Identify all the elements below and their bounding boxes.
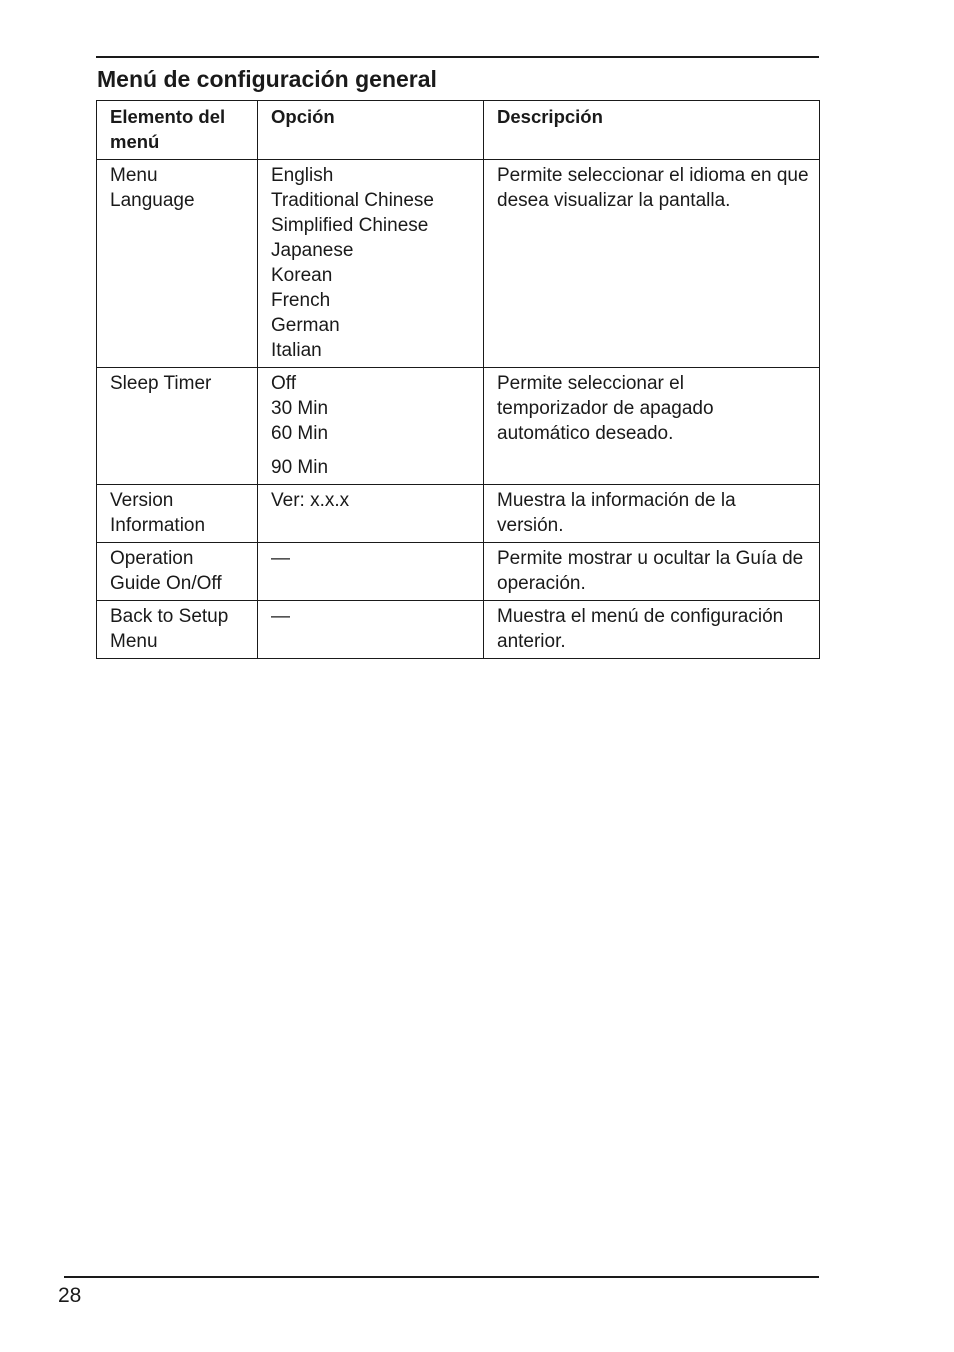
table-row: [97, 485, 820, 543]
page-number: 28: [58, 1284, 82, 1307]
option-value: Italian: [271, 340, 322, 361]
header-menu-item: Elemento del menú: [97, 101, 258, 160]
row-description: Permite mostrar u ocultar la Guía de operación.: [484, 543, 820, 601]
option-value: 60 Min: [271, 423, 329, 444]
row-options: [258, 601, 484, 659]
option-value: German: [271, 315, 340, 336]
row-item: Sleep Timer: [97, 368, 258, 485]
row-item: Operation Guide On/Off: [97, 543, 258, 601]
row-options: [258, 368, 484, 485]
row-description: Muestra la información de la versión.: [484, 485, 820, 543]
option-value: Japanese: [271, 240, 354, 261]
option-value: 90 Min: [271, 457, 329, 478]
menu-item-label: Menu Language: [110, 165, 195, 211]
table-row: [97, 160, 820, 368]
row-item: Version Information: [97, 485, 258, 543]
row-options: [258, 160, 484, 368]
option-value: Ver: x.x.x: [271, 490, 350, 511]
option-value: —: [271, 548, 290, 569]
row-item: [97, 160, 258, 368]
section-title: Menú de configuración general: [97, 66, 437, 92]
settings-table: [96, 100, 820, 659]
row-description: Muestra el menú de configuración anterior.: [484, 601, 820, 659]
table-row: [97, 601, 820, 659]
table-row: [97, 368, 820, 485]
option-value: Off: [271, 373, 296, 394]
bottom-rule: [64, 1276, 819, 1278]
option-value: French: [271, 290, 331, 311]
row-options: [258, 543, 484, 601]
header-option: Opción: [258, 101, 484, 160]
option-value: Simplified Chinese: [271, 215, 429, 236]
header-description: Descripción: [484, 101, 820, 160]
option-value: Traditional Chinese: [271, 190, 434, 211]
option-value: 30 Min: [271, 398, 329, 419]
option-value: —: [271, 606, 290, 627]
table-row: [97, 543, 820, 601]
row-item: Back to Setup Menu: [97, 601, 258, 659]
table-header-row: [97, 101, 820, 160]
row-options: [258, 485, 484, 543]
row-description: Permite seleccionar el temporizador de apagado automático deseado.: [484, 368, 820, 485]
top-rule: [96, 56, 819, 58]
option-value: Korean: [271, 265, 333, 286]
row-description: Permite seleccionar el idioma en que desea visualizar la pantalla.: [484, 160, 820, 368]
option-value: English: [271, 165, 334, 186]
